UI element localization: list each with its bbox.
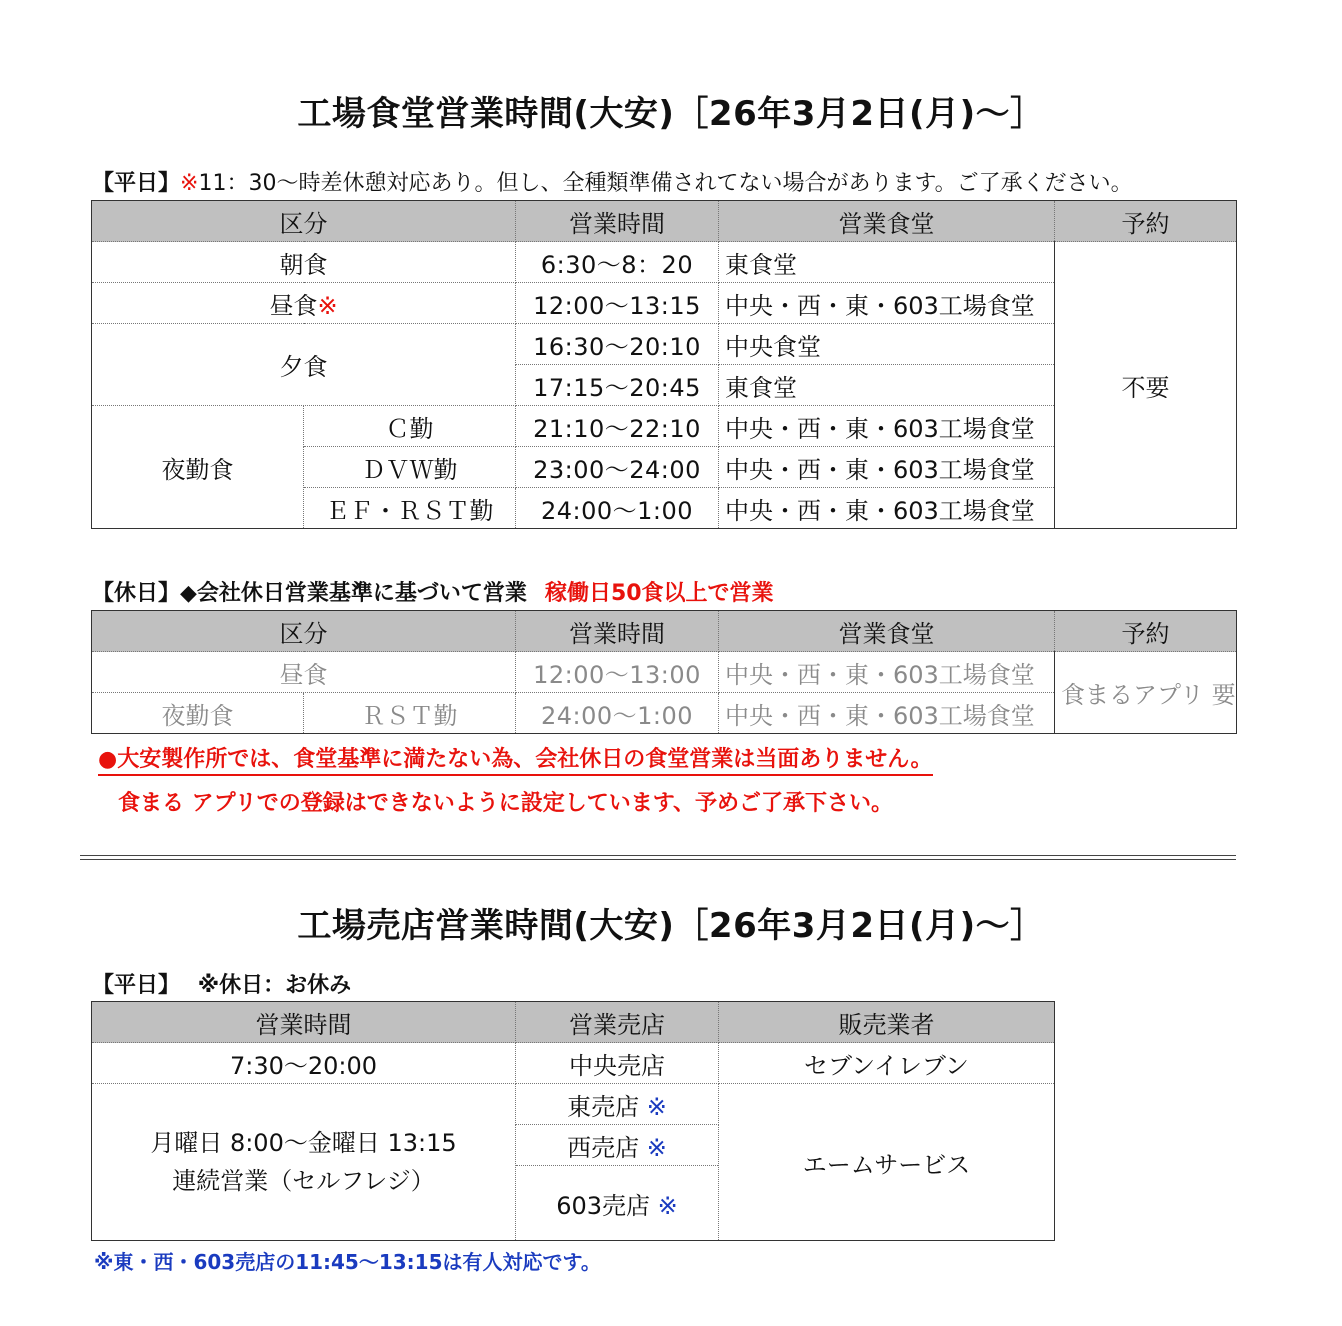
weekday-note-text: 11：30～時差休憩対応あり。但し、全種類準備されてない場合があります。ご了承ください。 bbox=[198, 171, 1133, 196]
store-note-tag: 【平日】 bbox=[92, 973, 181, 998]
holiday-night-label: 夜勤食 bbox=[92, 693, 304, 734]
store-row1-shop: 中央売店 bbox=[516, 1043, 719, 1084]
header-category: 区分 bbox=[92, 201, 516, 242]
night-shift-1: Ｃ勤 bbox=[304, 406, 516, 447]
holiday-note bbox=[92, 576, 774, 607]
holiday-lunch-time: 12:00～13:00 bbox=[516, 652, 719, 693]
table-row bbox=[92, 242, 1237, 283]
store-shop-west-mark: ※ bbox=[646, 1133, 667, 1162]
breakfast-time: 6:30～8：20 bbox=[516, 242, 719, 283]
night-place-2: 中央・西・東・603工場食堂 bbox=[719, 447, 1055, 488]
lunch-time: 12:00～13:15 bbox=[516, 283, 719, 324]
store-row2-time-line2: 連続営業（セルフレジ） bbox=[172, 1167, 435, 1195]
store-shop-603-mark: ※ bbox=[657, 1191, 678, 1220]
note-mark: ※ bbox=[180, 171, 199, 196]
header-hours: 営業時間 bbox=[516, 201, 719, 242]
holiday-night-time: 24:00～1:00 bbox=[516, 693, 719, 734]
table-header-row bbox=[92, 1002, 1055, 1043]
night-place-1: 中央・西・東・603工場食堂 bbox=[719, 406, 1055, 447]
store-row2-time bbox=[92, 1084, 516, 1241]
holiday-header-category: 区分 bbox=[92, 611, 516, 652]
breakfast-label: 朝食 bbox=[92, 242, 516, 283]
holiday-night-place: 中央・西・東・603工場食堂 bbox=[719, 693, 1055, 734]
night-shift-3: ＥＦ・ＲＳＴ勤 bbox=[304, 488, 516, 529]
store-shop-east-mark: ※ bbox=[646, 1092, 667, 1121]
section-divider bbox=[80, 855, 1236, 860]
weekday-note bbox=[92, 166, 1133, 197]
holiday-lunch-label: 昼食 bbox=[92, 652, 516, 693]
store-table bbox=[91, 1001, 1055, 1241]
holiday-cafeteria-table bbox=[91, 610, 1237, 734]
table-header-row bbox=[92, 201, 1237, 242]
lunch-place: 中央・西・東・603工場食堂 bbox=[719, 283, 1055, 324]
holiday-note-text: ◆会社休日営業基準に基づいて営業 bbox=[180, 581, 527, 606]
breakfast-place: 東食堂 bbox=[719, 242, 1055, 283]
holiday-night-shift: ＲＳＴ勤 bbox=[304, 693, 516, 734]
holiday-reservation: 食まるアプリ 要 bbox=[1055, 652, 1237, 734]
night-place-3: 中央・西・東・603工場食堂 bbox=[719, 488, 1055, 529]
dinner-label: 夕食 bbox=[92, 324, 516, 406]
holiday-tag: 【休日】 bbox=[92, 581, 181, 606]
holiday-header-cafeteria: 営業食堂 bbox=[719, 611, 1055, 652]
night-time-2: 23:00～24:00 bbox=[516, 447, 719, 488]
store-footnote: ※東・西・603売店の11:45～13:15は有人対応です。 bbox=[94, 1250, 601, 1274]
store-header-hours: 営業時間 bbox=[92, 1002, 516, 1043]
night-time-1: 21:10～22:10 bbox=[516, 406, 719, 447]
store-header-vendor: 販売業者 bbox=[719, 1002, 1055, 1043]
lunch-label-text: 昼食 bbox=[269, 291, 318, 320]
store-shop-603-name: 603売店 bbox=[556, 1191, 651, 1220]
dinner-time-1: 16:30～20:10 bbox=[516, 324, 719, 365]
store-row1-vendor: セブンイレブン bbox=[719, 1043, 1055, 1084]
night-shift-2: ＤＶＷ勤 bbox=[304, 447, 516, 488]
header-reservation: 予約 bbox=[1055, 201, 1237, 242]
store-note-text: ※休日：お休み bbox=[197, 973, 352, 998]
reservation-value: 不要 bbox=[1055, 242, 1237, 529]
header-cafeteria: 営業食堂 bbox=[719, 201, 1055, 242]
lunch-mark: ※ bbox=[317, 291, 338, 320]
night-label: 夜勤食 bbox=[92, 406, 304, 529]
store-shop-west bbox=[516, 1125, 719, 1166]
holiday-warning-line2: 食まる アプリでの登録はできないように設定しています、予めご了承下さい。 bbox=[118, 791, 894, 816]
holiday-header-reservation: 予約 bbox=[1055, 611, 1237, 652]
table-row bbox=[92, 652, 1237, 693]
store-shop-603 bbox=[516, 1166, 719, 1241]
store-row2-time-line1: 月曜日 8:00～金曜日 13:15 bbox=[150, 1129, 457, 1157]
store-note bbox=[92, 968, 351, 999]
dinner-place-2: 東食堂 bbox=[719, 365, 1055, 406]
store-shop-east-name: 東売店 bbox=[567, 1092, 640, 1121]
weekday-tag: 【平日】 bbox=[92, 171, 181, 196]
holiday-highlight: 稼働日50食以上で営業 bbox=[544, 581, 774, 606]
store-header-shop: 営業売店 bbox=[516, 1002, 719, 1043]
lunch-label bbox=[92, 283, 516, 324]
cafeteria-title: 工場食堂営業時間(大安)［26年3月2日(月)～］ bbox=[297, 94, 1045, 134]
weekday-cafeteria-table bbox=[91, 200, 1237, 529]
night-time-3: 24:00～1:00 bbox=[516, 488, 719, 529]
store-title: 工場売店営業時間(大安)［26年3月2日(月)～］ bbox=[297, 906, 1045, 946]
store-shop-west-name: 西売店 bbox=[567, 1133, 640, 1162]
holiday-warning-line1: ●大安製作所では、食堂基準に満たない為、会社休日の食堂営業は当面ありません。 bbox=[98, 742, 933, 776]
store-shop-east bbox=[516, 1084, 719, 1125]
table-row bbox=[92, 1043, 1055, 1084]
holiday-lunch-place: 中央・西・東・603工場食堂 bbox=[719, 652, 1055, 693]
table-row bbox=[92, 1084, 1055, 1125]
holiday-header-hours: 営業時間 bbox=[516, 611, 719, 652]
store-row2-vendor: エームサービス bbox=[719, 1084, 1055, 1241]
dinner-place-1: 中央食堂 bbox=[719, 324, 1055, 365]
store-row1-time: 7:30～20:00 bbox=[92, 1043, 516, 1084]
table-header-row bbox=[92, 611, 1237, 652]
dinner-time-2: 17:15～20:45 bbox=[516, 365, 719, 406]
